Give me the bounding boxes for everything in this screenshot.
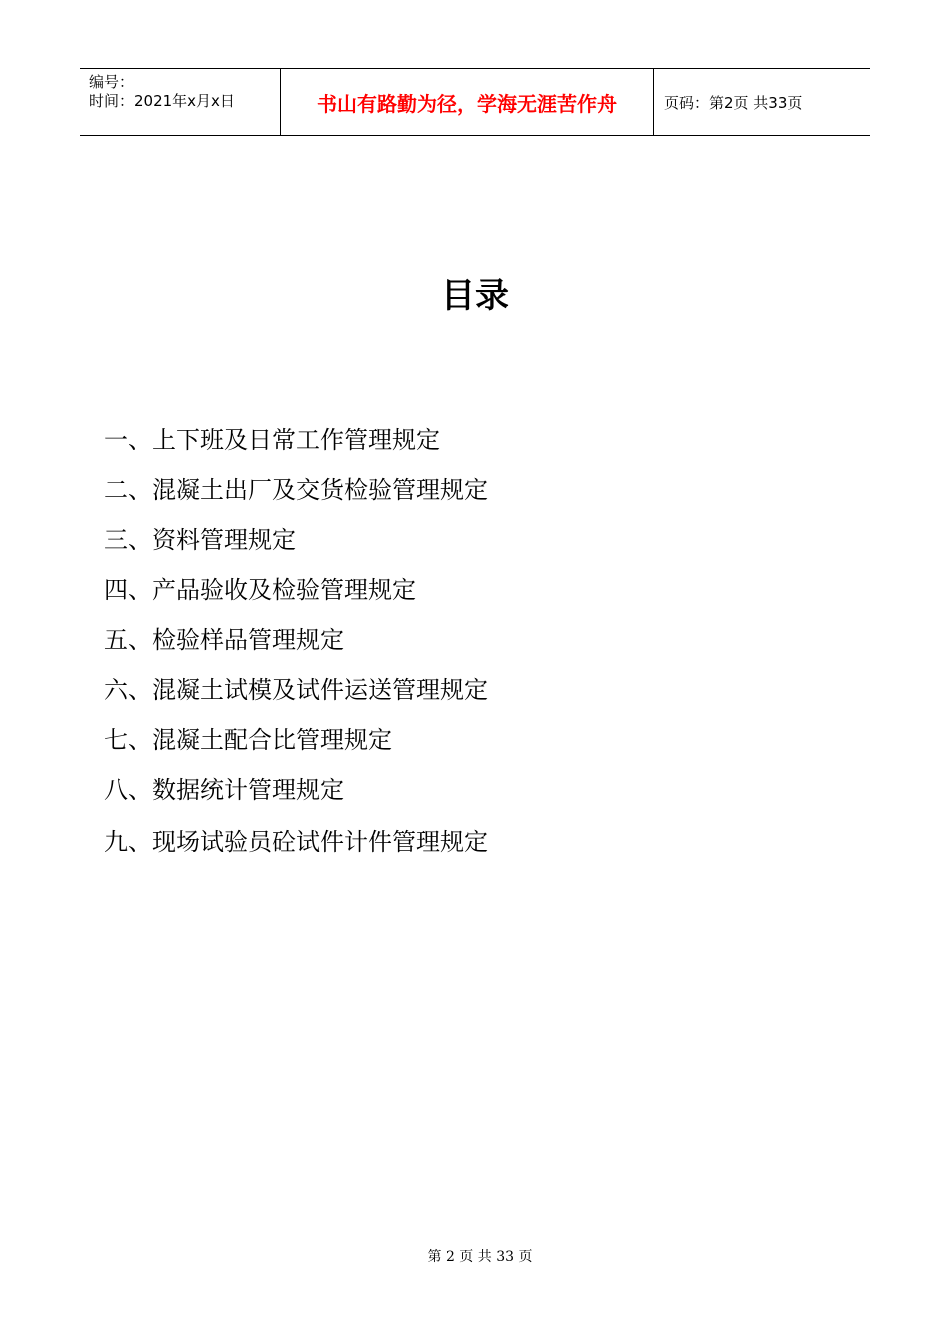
toc-item: 六、混凝土试模及试件运送管理规定 (104, 676, 488, 704)
motto-text: 书山有路勤为径，学海无涯苦作舟 (317, 91, 617, 116)
toc-item: 二、混凝土出厂及交货检验管理规定 (104, 476, 488, 504)
page-info: 页码：第2页 共33页 (664, 93, 803, 112)
page-footer: 第 2 页 共 33 页 (427, 1249, 533, 1265)
time-label: 时间：2021年x月x日 (89, 92, 235, 110)
toc-item: 一、上下班及日常工作管理规定 (104, 426, 440, 454)
document-header (80, 68, 870, 136)
header-motto-cell (281, 69, 654, 135)
toc-item: 八、数据统计管理规定 (104, 776, 344, 804)
header-page-cell (654, 69, 870, 135)
toc-item: 五、检验样品管理规定 (104, 626, 344, 654)
toc-item: 七、混凝土配合比管理规定 (104, 726, 392, 754)
table-of-contents (104, 418, 488, 870)
header-meta-cell (80, 69, 281, 135)
page-title: 目录 (441, 276, 509, 316)
number-label: 编号： (89, 73, 135, 91)
toc-item: 三、资料管理规定 (104, 526, 296, 554)
toc-item: 四、产品验收及检验管理规定 (104, 576, 416, 604)
toc-item: 九、现场试验员砼试件计件管理规定 (104, 828, 488, 856)
